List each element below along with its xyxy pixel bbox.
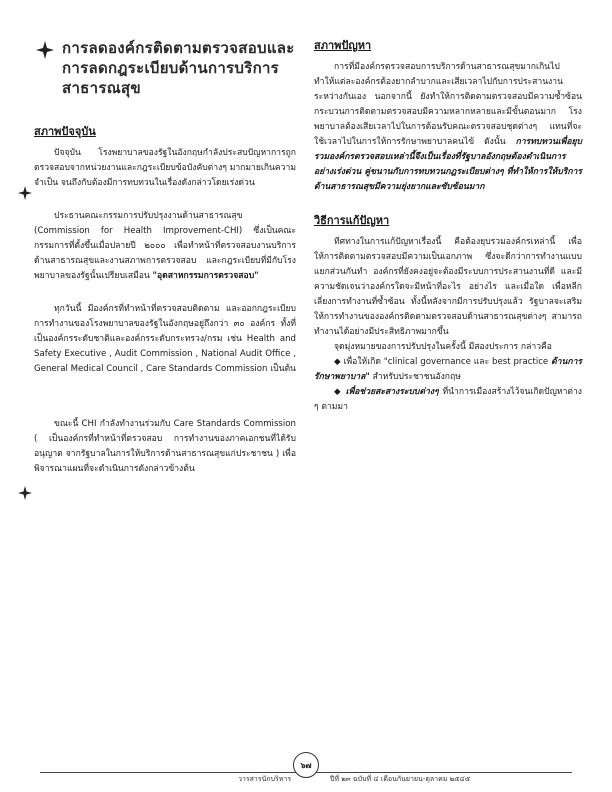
decorative-bullet-icon bbox=[36, 41, 54, 59]
diamond-bullet-icon: ◆ bbox=[334, 387, 346, 397]
title-line-3: สาธารณสุข bbox=[62, 79, 141, 97]
current-situation-heading: สภาพปัจจุบัน bbox=[34, 125, 96, 138]
aim-item-2-emphasis: เพื่อช่วยสะสางระบบต่างๆ bbox=[345, 387, 439, 397]
margin-star-icon bbox=[18, 186, 32, 200]
right-paragraph-2: ทีศทางในการแก้ปัญหาเรื่องนี้ คือต้องยุบรวมองค์กรเหล่านี้ เพื่อให้การติดตามตรวจสอบมีความเป็นเอกภาพ ซึ่งจะดีกว่าการทำงานแบบแยกส่วนกันทำ องค์กรที่ยังคงอยู่จะต้องมีระบบการประสานงานที่ดี และมีความชัดเจนว่าองค์กรใดจะมีหน้าที่อะไร อย่างไร และเมื่อใด เพื่อหลีกเลี่ยงการทำงานที่ซ้ำซ้อน ทั้งนี้หลังจากมีการปรับปรุงแล้ว รัฐบาลจะเสริมให้การทำงานขององค์กรติดตามตรวจสอบด้านสาธารณสุขต่างๆ สามารถทำงานได้อย่างมีประสิทธิภาพมากขึ้น bbox=[314, 237, 582, 337]
problem-heading: สภาพปัญหา bbox=[314, 39, 372, 52]
right-paragraph-1-main: การที่มีองค์กรตรวจสอบการบริการด้านสาธารณสุขมากเกินไป ทำให้แต่ละองค์กรต้องยากลำบากและเสียเวลาไปกับการประสานงานระหว่างกันเอง นอกจากนี้ ยังทำให้การติดตามตรวจสอบมีความซ้ำซ้อน กระบวนการติดตามตรวจสอบมีความหลากหลายและมีขั้นตอนมาก โรงพยาบาลต้องเสียเวลาไปในการต้อนรับคณะตรวจสอบชุดต่างๆ แทนที่จะใช้เวลาไปในการให้การรักษาพยาบาลคนไข้ ดังนั้น bbox=[314, 62, 582, 147]
left-paragraph-1: ปัจจุบัน โรงพยาบาลของรัฐในอังกฤษกำลังประสบปัญหาการถูกตรวจสอบจากหน่วยงานและกฎระเบียบข้อบังคับต่างๆ มากมายเกินความจำเป็น จนถึงกับต้องมีการทบทวนในเรื่องดังกล่าวโดยเร่งด่วน bbox=[34, 148, 296, 188]
left-paragraph-4: ขณะนี้ CHI กำลังทำงานร่วมกับ Care Standards Commission ( เป็นองค์กรที่ทำหน้าที่ตรวจสอบ การทำงานของภาคเอกชนที่ได้รับอนุญาต จากรัฐบาลในการให้บริการด้านสาธารณสุขแก่ประชาชน ) เพื่อพิจารณาแผนที่จะดำเนินการดังกล่าวข้างต้น bbox=[34, 419, 296, 474]
right-paragraph-3: จุดมุ่งหมายของการปรับปรุงในครั้งนี้ มีสองประการ กล่าวคือ bbox=[334, 342, 552, 352]
right-paragraph-1 bbox=[314, 60, 582, 195]
diamond-bullet-icon: ◆ bbox=[334, 357, 344, 367]
aim-item-1-pre: เพื่อให้เกิด "clinical governance และ best practice bbox=[343, 357, 549, 367]
left-paragraph-3: ทุกวันนี้ มีองค์กรที่ทำหน้าที่ตรวจสอบติดตาม และออกกฎระเบียบการทำงานของโรงพยาบาลของรัฐในอังกฤษอยู่ถึงกว่า ๓๐ องค์กร ทั้งที่เป็นองค์กรระดับชาติและองค์กรระดับกระทรวง/กรม เช่น Health and Safety Executive , Audit Commission , National Audit Office , General Medical Council , Care Standards Commission เป็นต้น bbox=[34, 304, 296, 374]
aim-item-1 bbox=[314, 355, 582, 385]
left-paragraph-2 bbox=[34, 209, 296, 284]
solution-heading: วิธีการแก้ปัญหา bbox=[314, 214, 390, 227]
aim-item-2-post: ที่นำการเมืองสร้างไว้จนเกิดปัญหาต่าง ๆ ตามมา bbox=[314, 387, 583, 412]
journal-name: วารสารนักบริหาร bbox=[238, 775, 292, 783]
right-paragraph-1-emphasis: การทบทวนเพื่อยุบรวมองค์กรตรวจสอบเหล่านี้จึงเป็นเรื่องที่รัฐบาลอังกฤษต้องดำเนินการอย่างเร่งด่วน คู่ขนานกับการทบทวนกฎระเบียบต่างๆ ที่ทำให้การให้บริการด้านสาธารณสุขมีความยุ่งยากและซับซ้อนมาก bbox=[314, 137, 582, 192]
inspection-industry-quote: "อุตสาหกรรมการตรวจสอบ" bbox=[152, 271, 259, 281]
title-line-2: การลดกฎระเบียบด้านการบริการ bbox=[62, 59, 280, 77]
issue-info: ปีที่ ๒๓ ฉบับที่ ๔ เดือนกันยายน-ตุลาคม ๒๕๔๕ bbox=[330, 775, 471, 783]
left-paragraph-2-main: ประธานคณะกรรมการปรับปรุงงานด้านสาธารณสุข (Commission for Health Improvement-CHI) ซึ่งเป็นคณะกรรมการที่ตั้งขึ้นเมื่อปลายปี ๒๐๐๐ เพื่อทำหน้าที่ตรวจสอบงานบริการด้านสาธารณสุขและงานสภาพการตรวจสอบ และกฎระเบียบที่มีกับโรงพยาบาลของรัฐนั้นเปรียบเสมือน bbox=[34, 211, 296, 281]
left-column bbox=[34, 38, 296, 477]
aim-item-1-emphasis: ด้านการรักษาพยาบาล" bbox=[314, 357, 583, 382]
aim-item-1-post: สำหรับประชาชนอังกฤษ bbox=[372, 372, 461, 382]
page-number: ๖๗ bbox=[293, 752, 319, 778]
page-footer bbox=[0, 752, 612, 782]
aim-item-2 bbox=[314, 385, 582, 415]
right-column bbox=[314, 38, 582, 415]
title-line-1: การลดองค์กรติดตามตรวจสอบและ bbox=[62, 39, 295, 57]
margin-star-icon bbox=[18, 486, 32, 500]
article-title bbox=[34, 38, 296, 98]
